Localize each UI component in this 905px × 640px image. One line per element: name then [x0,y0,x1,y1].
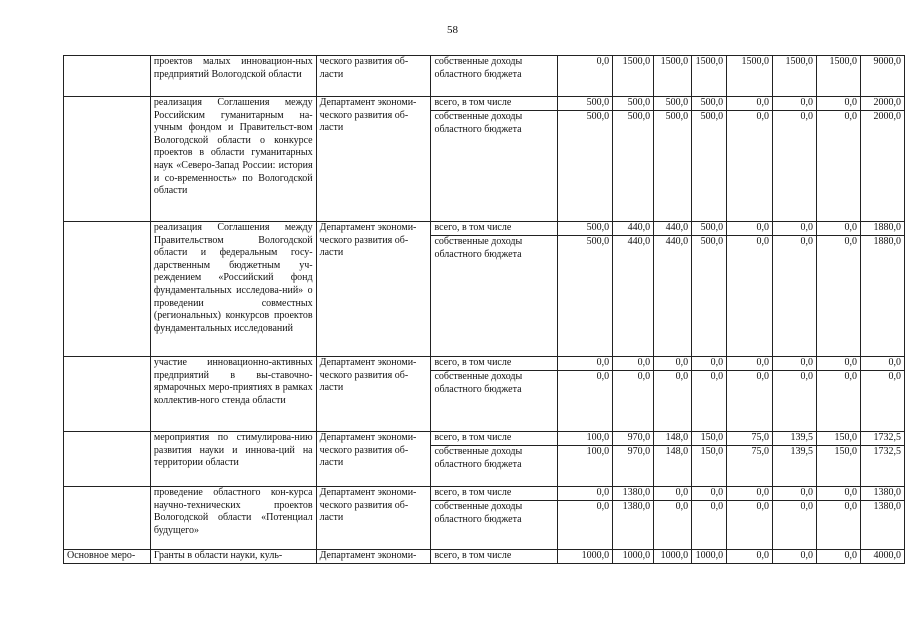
amount-cell: 1880,0 [860,236,904,357]
amount-cell: 0,0 [654,487,692,501]
table-row [64,357,905,371]
amount-cell: 0,0 [773,357,817,371]
amount-cell: 75,0 [727,446,773,487]
funding-source-cell: всего, в том числе [431,550,558,564]
amount-cell: 500,0 [613,97,654,111]
amount-cell: 150,0 [692,446,727,487]
amount-cell: 500,0 [692,111,727,222]
table-row [64,432,905,446]
executor-cell: Департамент экономи- [316,550,431,564]
amount-cell: 0,0 [773,487,817,501]
table-row [64,222,905,236]
amount-cell: 0,0 [860,357,904,371]
amount-cell: 1500,0 [692,56,727,97]
amount-cell: 500,0 [692,222,727,236]
amount-cell: 150,0 [817,432,861,446]
funding-source-cell: собственные доходы областного бюджета [431,56,558,97]
amount-cell: 1500,0 [654,56,692,97]
funding-source-cell: собственные доходы областного бюджета [431,236,558,357]
amount-cell: 1380,0 [613,487,654,501]
amount-cell: 139,5 [773,432,817,446]
amount-cell: 0,0 [558,487,613,501]
amount-cell: 0,0 [817,236,861,357]
funding-source-cell: собственные доходы областного бюджета [431,501,558,550]
amount-cell: 0,0 [773,111,817,222]
amount-cell: 1880,0 [860,222,904,236]
amount-cell: 1000,0 [613,550,654,564]
amount-cell: 0,0 [727,97,773,111]
funding-source-cell: собственные доходы областного бюджета [431,371,558,432]
amount-cell: 1380,0 [860,501,904,550]
amount-cell: 2000,0 [860,111,904,222]
executor-cell: Департамент экономи-ческого развития об-ласти [316,432,431,487]
amount-cell: 0,0 [817,111,861,222]
measure-name-cell: проектов малых инновацион-ных предприятий Вологодской области [150,56,316,97]
funding-source-cell: всего, в том числе [431,97,558,111]
amount-cell: 440,0 [654,222,692,236]
amount-cell: 139,5 [773,446,817,487]
funding-source-cell: всего, в том числе [431,432,558,446]
amount-cell: 440,0 [654,236,692,357]
amount-cell: 148,0 [654,446,692,487]
amount-cell: 500,0 [558,97,613,111]
amount-cell: 1500,0 [613,56,654,97]
amount-cell: 0,0 [692,371,727,432]
amount-cell: 0,0 [773,236,817,357]
amount-cell: 500,0 [692,236,727,357]
amount-cell: 0,0 [727,357,773,371]
amount-cell: 0,0 [817,487,861,501]
measure-name-cell: Гранты в области науки, куль- [150,550,316,564]
budget-table [63,55,905,564]
page-number: 58 [447,24,458,36]
executor-cell: ческого развития об-ласти [316,56,431,97]
measure-code-cell [64,487,151,550]
amount-cell: 4000,0 [860,550,904,564]
amount-cell: 0,0 [692,501,727,550]
amount-cell: 1000,0 [654,550,692,564]
amount-cell: 1732,5 [860,432,904,446]
amount-cell: 148,0 [654,432,692,446]
amount-cell: 150,0 [817,446,861,487]
measure-code-cell [64,432,151,487]
amount-cell: 0,0 [558,371,613,432]
amount-cell: 0,0 [817,371,861,432]
measure-name-cell: мероприятия по стимулирова-нию развития науки и иннова-ций на территории области [150,432,316,487]
measure-code-cell [64,357,151,432]
amount-cell: 500,0 [613,111,654,222]
amount-cell: 0,0 [727,501,773,550]
funding-source-cell: всего, в том числе [431,357,558,371]
executor-cell: Департамент экономи-ческого развития об-ласти [316,97,431,222]
amount-cell: 0,0 [727,487,773,501]
amount-cell: 500,0 [558,222,613,236]
amount-cell: 150,0 [692,432,727,446]
amount-cell: 0,0 [692,487,727,501]
amount-cell: 0,0 [727,111,773,222]
amount-cell: 9000,0 [860,56,904,97]
executor-cell: Департамент экономи-ческого развития об-ласти [316,222,431,357]
table-row [64,97,905,111]
amount-cell: 75,0 [727,432,773,446]
table-row [64,550,905,564]
amount-cell: 2000,0 [860,97,904,111]
amount-cell: 0,0 [817,222,861,236]
amount-cell: 0,0 [613,357,654,371]
amount-cell: 0,0 [654,501,692,550]
measure-code-cell [64,97,151,222]
amount-cell: 0,0 [727,371,773,432]
measure-name-cell: проведение областного кон-курса научно-технических проектов Вологодской области «Потенциал будущего» [150,487,316,550]
amount-cell: 0,0 [773,97,817,111]
amount-cell: 500,0 [654,111,692,222]
amount-cell: 100,0 [558,432,613,446]
funding-source-cell: собственные доходы областного бюджета [431,446,558,487]
amount-cell: 0,0 [654,371,692,432]
amount-cell: 1732,5 [860,446,904,487]
amount-cell: 500,0 [558,236,613,357]
amount-cell: 0,0 [773,501,817,550]
table-row [64,487,905,501]
amount-cell: 500,0 [654,97,692,111]
amount-cell: 0,0 [727,222,773,236]
amount-cell: 0,0 [654,357,692,371]
amount-cell: 0,0 [773,371,817,432]
measure-code-cell [64,222,151,357]
measure-code-cell: Основное меро- [64,550,151,564]
amount-cell: 440,0 [613,222,654,236]
amount-cell: 0,0 [817,501,861,550]
amount-cell: 500,0 [692,97,727,111]
measure-code-cell [64,56,151,97]
amount-cell: 1000,0 [558,550,613,564]
amount-cell: 0,0 [817,357,861,371]
funding-source-cell: всего, в том числе [431,487,558,501]
amount-cell: 0,0 [558,501,613,550]
measure-name-cell: реализация Соглашения между Правительством Вологодской области и федеральным госу-дарственным бюджетным уч-реждением «Российский фонд фундаментальных исследова-ний» о проведении совместных (региональных) конкурсов проектов фундаментальных исследований [150,222,316,357]
amount-cell: 1500,0 [727,56,773,97]
amount-cell: 1500,0 [773,56,817,97]
amount-cell: 0,0 [558,357,613,371]
amount-cell: 0,0 [817,550,861,564]
table-row [64,56,905,97]
amount-cell: 0,0 [727,550,773,564]
amount-cell: 0,0 [727,236,773,357]
amount-cell: 500,0 [558,111,613,222]
amount-cell: 970,0 [613,446,654,487]
amount-cell: 100,0 [558,446,613,487]
executor-cell: Департамент экономи-ческого развития об-ласти [316,487,431,550]
amount-cell: 1500,0 [817,56,861,97]
funding-source-cell: собственные доходы областного бюджета [431,111,558,222]
amount-cell: 0,0 [613,371,654,432]
funding-source-cell: всего, в том числе [431,222,558,236]
amount-cell: 0,0 [558,56,613,97]
amount-cell: 0,0 [773,222,817,236]
amount-cell: 1380,0 [613,501,654,550]
amount-cell: 970,0 [613,432,654,446]
amount-cell: 0,0 [860,371,904,432]
executor-cell: Департамент экономи-ческого развития об-ласти [316,357,431,432]
measure-name-cell: реализация Соглашения между Российским гуманитарным на-учным фондом и Правительст-вом Вологодской области о конкурсе проектов в области гуманитарных наук «Северо-Запад России: история и со-временность» по Вологодской области [150,97,316,222]
amount-cell: 1380,0 [860,487,904,501]
measure-name-cell: участие инновационно-активных предприятий в вы-ставочно-ярмарочных меро-приятиях в рамках коллектив-ного стенда области [150,357,316,432]
amount-cell: 0,0 [773,550,817,564]
amount-cell: 0,0 [692,357,727,371]
amount-cell: 1000,0 [692,550,727,564]
amount-cell: 440,0 [613,236,654,357]
amount-cell: 0,0 [817,97,861,111]
